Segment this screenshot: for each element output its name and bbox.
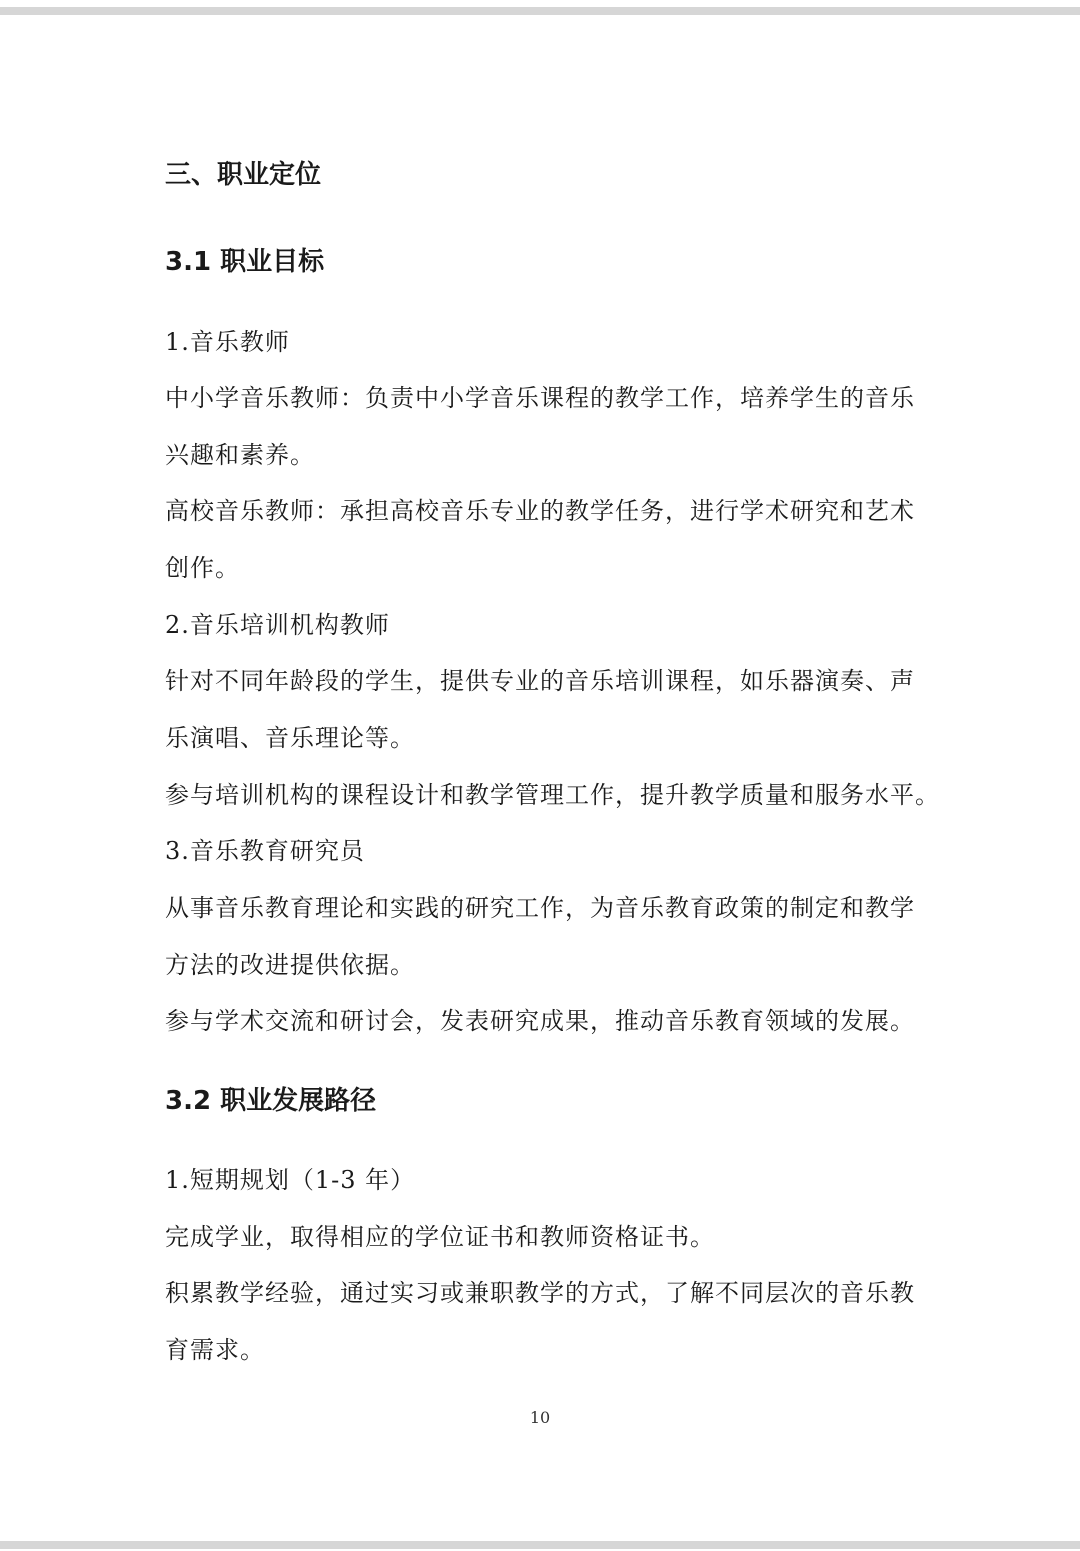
paragraph-line: 兴趣和素养。 (165, 441, 315, 469)
paragraph-line: 完成学业，取得相应的学位证书和教师资格证书。 (165, 1223, 715, 1251)
subsection-title-3-2: 3.2 职业发展路径 (165, 1086, 377, 1116)
paragraph-line: 高校音乐教师：承担高校音乐专业的教学任务，进行学术研究和艺术 (165, 497, 915, 525)
page-number: 10 (529, 1408, 551, 1427)
bottom-divider-bar (0, 1541, 1080, 1549)
paragraph-line: 3.音乐教育研究员 (165, 837, 365, 865)
paragraph-line: 1.音乐教师 (165, 328, 290, 356)
paragraph-line: 参与学术交流和研讨会，发表研究成果，推动音乐教育领域的发展。 (165, 1007, 915, 1035)
paragraph-line: 育需求。 (165, 1336, 265, 1364)
paragraph-line: 乐演唱、音乐理论等。 (165, 724, 415, 752)
paragraph-line: 方法的改进提供依据。 (165, 951, 415, 979)
paragraph-line: 从事音乐教育理论和实践的研究工作，为音乐教育政策的制定和教学 (165, 894, 915, 922)
paragraph-line: 创作。 (165, 554, 240, 582)
paragraph-line: 2.音乐培训机构教师 (165, 611, 390, 639)
paragraph-line: 针对不同年龄段的学生，提供专业的音乐培训课程，如乐器演奏、声 (165, 667, 915, 695)
paragraph-line: 积累教学经验，通过实习或兼职教学的方式，了解不同层次的音乐教 (165, 1279, 915, 1307)
paragraph-line: 参与培训机构的课程设计和教学管理工作，提升教学质量和服务水平。 (165, 781, 940, 809)
paragraph-line: 中小学音乐教师：负责中小学音乐课程的教学工作，培养学生的音乐 (165, 384, 915, 412)
top-divider-bar (0, 7, 1080, 15)
subsection-title-3-1: 3.1 职业目标 (165, 247, 325, 277)
section-title: 三、职业定位 (165, 160, 322, 190)
paragraph-line: 1.短期规划（1-3 年） (165, 1166, 416, 1194)
